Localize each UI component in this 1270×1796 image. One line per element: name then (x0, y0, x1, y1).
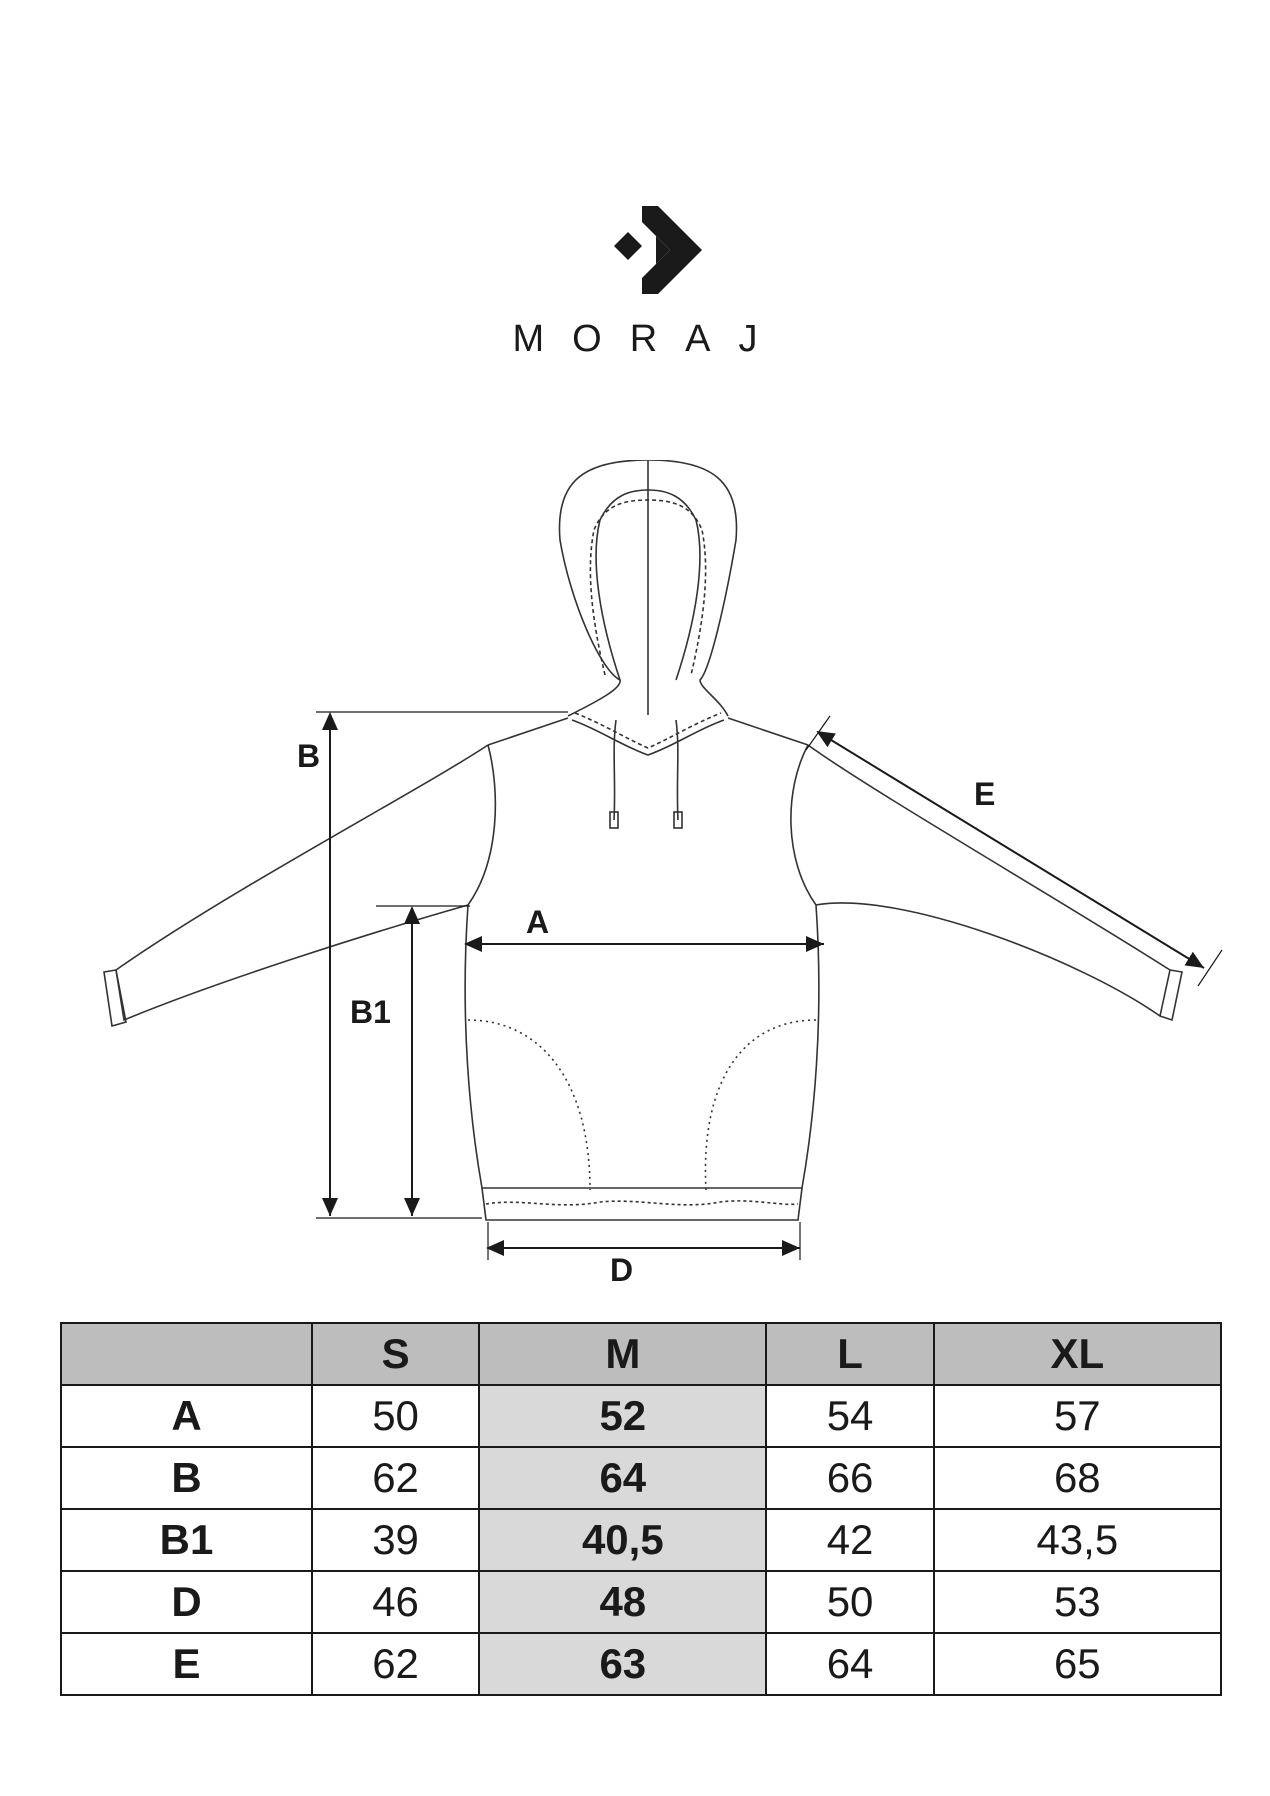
table-cell: 50 (312, 1385, 479, 1447)
row-label: D (61, 1571, 312, 1633)
table-row (61, 1447, 1221, 1509)
table-cell: 52 (479, 1385, 766, 1447)
column-header: L (766, 1323, 933, 1385)
table-cell: 65 (934, 1633, 1221, 1695)
table-cell: 62 (312, 1447, 479, 1509)
table-cell: 50 (766, 1571, 933, 1633)
table-cell: 46 (312, 1571, 479, 1633)
label-d: D (610, 1252, 634, 1288)
table-cell: 57 (934, 1385, 1221, 1447)
table-row (61, 1509, 1221, 1571)
label-a: A (526, 904, 550, 940)
table-cell: 62 (312, 1633, 479, 1695)
table-header-row (61, 1323, 1221, 1385)
table-cell: 39 (312, 1509, 479, 1571)
table-cell: 63 (479, 1633, 766, 1695)
chevron-arrow-logo-icon (614, 206, 704, 294)
table-cell: 54 (766, 1385, 933, 1447)
row-label: B1 (61, 1509, 312, 1571)
table-cell: 43,5 (934, 1509, 1221, 1571)
label-b1: B1 (350, 994, 391, 1030)
column-header: M (479, 1323, 766, 1385)
hoodie-outline (104, 460, 1182, 1220)
table-cell: 42 (766, 1509, 933, 1571)
table-cell: 64 (766, 1633, 933, 1695)
column-header: XL (934, 1323, 1221, 1385)
table-row (61, 1633, 1221, 1695)
table-cell: 64 (479, 1447, 766, 1509)
label-b: B (297, 738, 321, 774)
row-label: A (61, 1385, 312, 1447)
table-row (61, 1385, 1221, 1447)
label-e: E (974, 776, 996, 812)
measurement-lines (316, 712, 1222, 1260)
column-header: S (312, 1323, 479, 1385)
brand-name: MORAJ (512, 318, 786, 360)
size-chart-table (60, 1322, 1222, 1696)
table-cell: 48 (479, 1571, 766, 1633)
table-corner-cell (61, 1323, 312, 1385)
hoodie-diagram (0, 460, 1270, 1280)
table-cell: 68 (934, 1447, 1221, 1509)
table-row (61, 1571, 1221, 1633)
row-label: B (61, 1447, 312, 1509)
table-cell: 53 (934, 1571, 1221, 1633)
table-cell: 40,5 (479, 1509, 766, 1571)
row-label: E (61, 1633, 312, 1695)
table-cell: 66 (766, 1447, 933, 1509)
